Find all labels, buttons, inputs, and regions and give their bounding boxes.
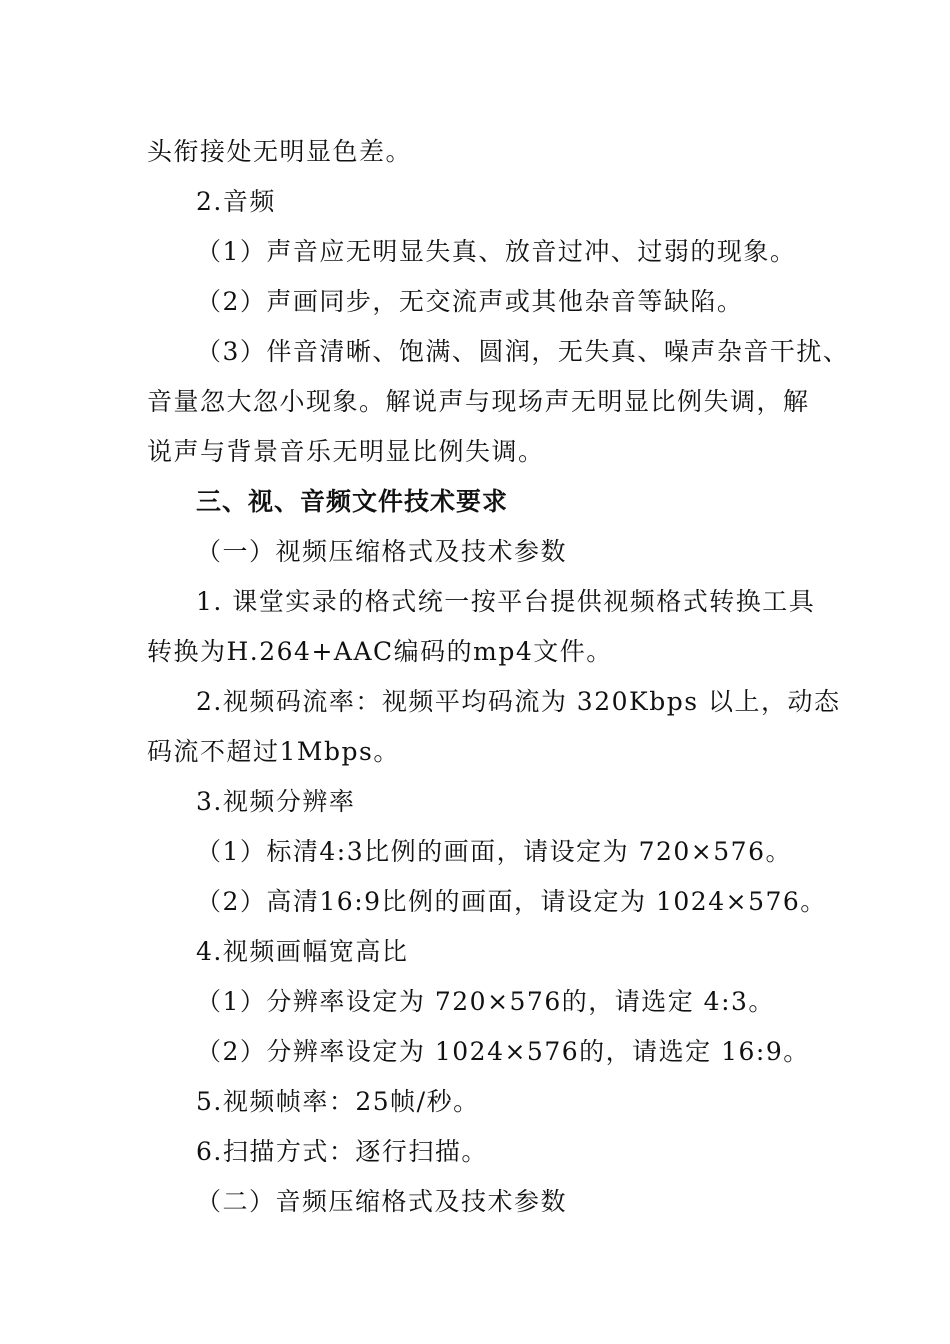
list-item: （1）分辨率设定为 720×576的，请选定 4:3。	[196, 987, 775, 1016]
list-item: （1）声音应无明显失真、放音过冲、过弱的现象。	[196, 237, 797, 266]
list-item: 4.视频画幅宽高比	[196, 937, 409, 966]
list-item: （3）伴音清晰、饱满、圆润，无失真、噪声杂音干扰、	[196, 337, 850, 366]
list-item: 3.视频分辨率	[196, 787, 356, 816]
list-item: 5.视频帧率：25帧/秒。	[196, 1087, 480, 1116]
subsection-heading-audio: 2.音频	[196, 187, 276, 216]
list-item: （2）分辨率设定为 1024×576的，请选定 16:9。	[196, 1037, 810, 1066]
list-item: （1）标清4:3比例的画面，请设定为 720×576。	[196, 837, 792, 866]
list-item: （2）声画同步，无交流声或其他杂音等缺陷。	[196, 287, 744, 316]
section-heading: 三、视、音频文件技术要求	[196, 487, 509, 516]
subsection-heading-video: （一）视频压缩格式及技术参数	[196, 537, 568, 566]
paragraph-continuation: 头衔接处无明显色差。	[147, 137, 413, 166]
paragraph-line: 码流不超过1Mbps。	[147, 737, 400, 766]
subsection-heading-audio-format: （二）音频压缩格式及技术参数	[196, 1187, 568, 1216]
paragraph-line: 音量忽大忽小现象。解说声与现场声无明显比例失调，解	[147, 387, 810, 416]
list-item: （2）高清16:9比例的画面，请设定为 1024×576。	[196, 887, 827, 916]
paragraph-line: 说声与背景音乐无明显比例失调。	[147, 437, 545, 466]
list-item: 6.扫描方式：逐行扫描。	[196, 1137, 488, 1166]
list-item: 2.视频码流率：视频平均码流为 320Kbps 以上，动态	[196, 687, 841, 716]
paragraph-line: 转换为H.264+AAC编码的mp4文件。	[147, 637, 613, 666]
list-item: 1. 课堂实录的格式统一按平台提供视频格式转换工具	[196, 587, 816, 616]
